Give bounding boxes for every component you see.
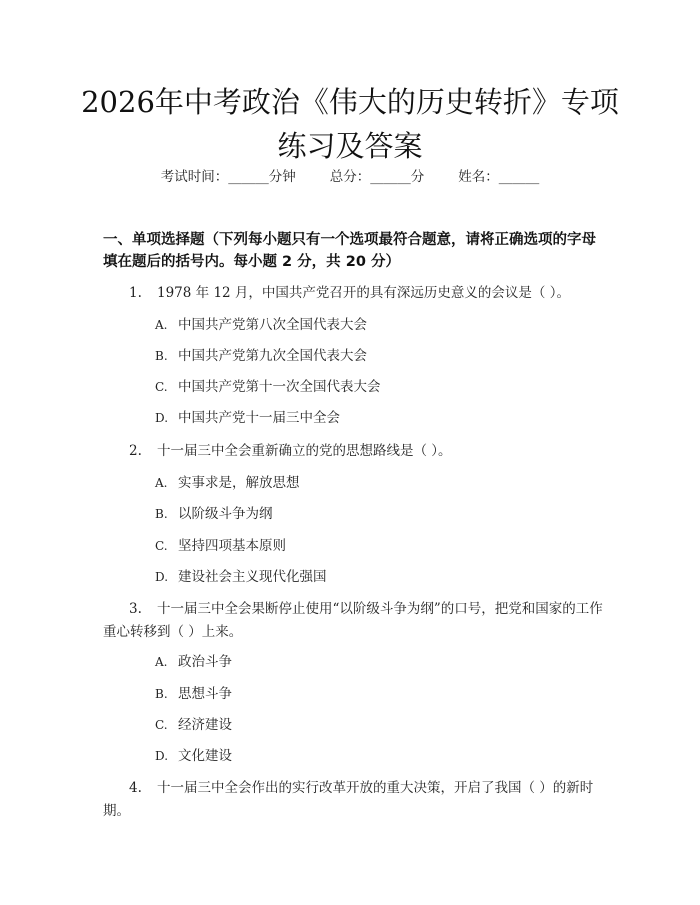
option-text: 实事求是，解放思想: [178, 475, 300, 491]
question-2: [103, 440, 603, 462]
option-1d: [155, 408, 595, 428]
option-3d: [155, 746, 595, 766]
option-3b: [155, 684, 595, 704]
option-letter: A.: [155, 476, 168, 490]
option-letter: C.: [155, 380, 168, 394]
option-text: 政治斗争: [178, 654, 232, 670]
option-letter: B.: [155, 687, 168, 701]
option-letter: A.: [155, 318, 168, 332]
document-title: 2026年中考政治《伟大的历史转折》专项练习及答案: [81, 85, 619, 163]
question-number: 4.: [129, 780, 142, 796]
option-letter: B.: [155, 349, 168, 363]
exam-meta: [0, 167, 700, 187]
option-text: 经济建设: [178, 717, 232, 733]
option-text: 以阶级斗争为纲: [178, 506, 273, 522]
option-text: 文化建设: [178, 748, 232, 764]
option-text: 建设社会主义现代化强国: [178, 569, 327, 585]
exam-time-label: 考试时间：______分钟: [160, 169, 296, 185]
question-text: 十一届三中全会作出的实行改革开放的重大决策，开启了我国（ ）的新时期。: [103, 780, 594, 819]
question-number: 2.: [129, 443, 142, 459]
option-text: 中国共产党第十一次全国代表大会: [178, 379, 381, 395]
section-heading: 一、单项选择题（下列每小题只有一个选项最符合题意，请将正确选项的字母填在题后的括号内。每小题 2 分，共 20 分）: [103, 232, 596, 270]
option-letter: D.: [155, 411, 169, 425]
option-2a: [155, 473, 595, 493]
question-number: 1.: [129, 285, 142, 301]
option-text: 思想斗争: [178, 686, 232, 702]
question-text: 1978 年 12 月，中国共产党召开的具有深远历史意义的会议是（ ）。: [157, 285, 570, 301]
option-2c: [155, 536, 595, 556]
option-1c: [155, 377, 595, 397]
question-4: [103, 777, 603, 823]
option-1a: [155, 315, 595, 335]
option-3a: [155, 652, 595, 672]
question-text: 十一届三中全会重新确立的党的思想路线是（ ）。: [157, 443, 452, 459]
student-name-label: 姓名：______: [458, 169, 540, 185]
question-number: 3.: [129, 601, 142, 617]
option-letter: D.: [155, 749, 169, 763]
question-text: 十一届三中全会果断停止使用“以阶级斗争为纲”的口号，把党和国家的工作重心转移到（ ）上来。: [103, 601, 603, 640]
option-letter: B.: [155, 507, 168, 521]
option-3c: [155, 715, 595, 735]
option-2b: [155, 504, 595, 524]
option-text: 坚持四项基本原则: [178, 538, 286, 554]
option-2d: [155, 567, 595, 587]
option-text: 中国共产党第九次全国代表大会: [178, 348, 367, 364]
option-letter: C.: [155, 539, 168, 553]
option-text: 中国共产党第八次全国代表大会: [178, 317, 367, 333]
total-score-label: 总分：______分: [329, 169, 425, 185]
question-3: [103, 598, 603, 644]
option-1b: [155, 346, 595, 366]
option-letter: C.: [155, 718, 168, 732]
option-text: 中国共产党十一届三中全会: [178, 410, 340, 426]
option-letter: A.: [155, 655, 168, 669]
question-1: [103, 282, 603, 304]
option-letter: D.: [155, 570, 169, 584]
